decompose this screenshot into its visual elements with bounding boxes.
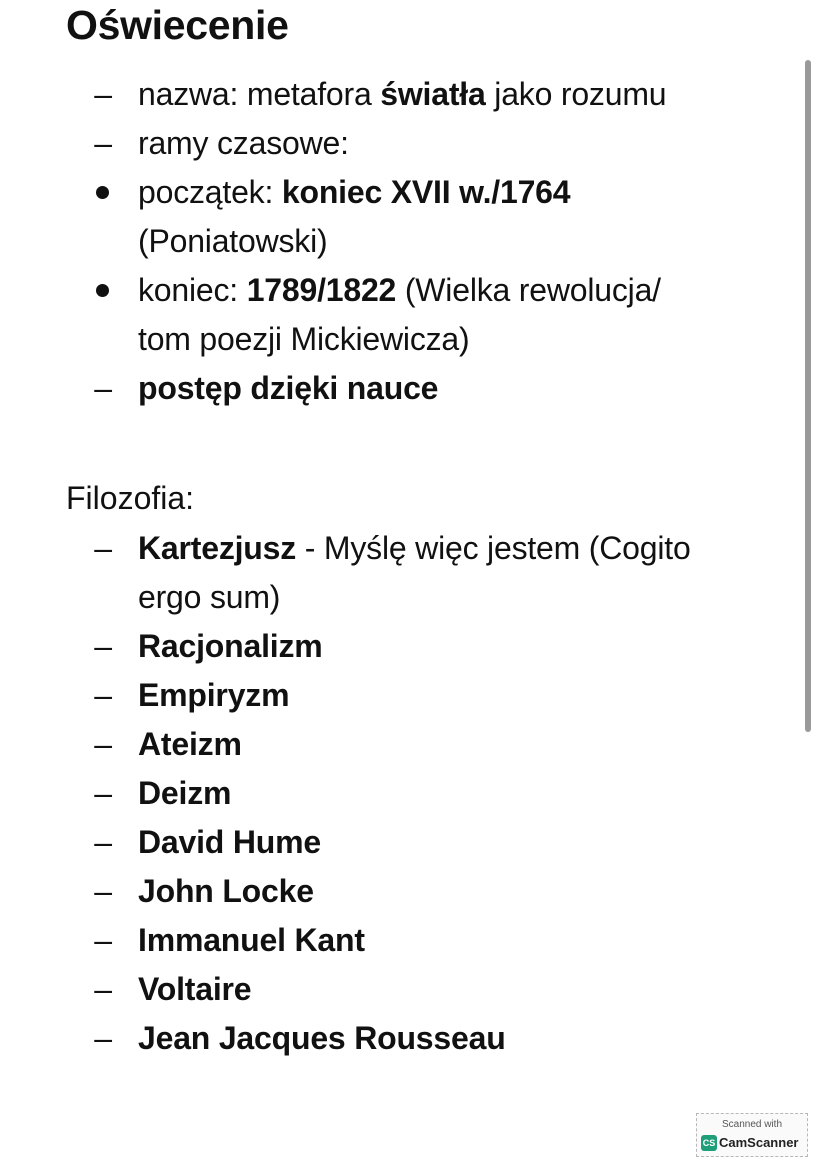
list-text: tom poezji Mickiewicza) — [138, 321, 470, 357]
watermark-caption: Scanned with — [721, 1119, 783, 1130]
philosophy-list-item — [0, 867, 790, 916]
bold-text: Racjonalizm — [138, 628, 323, 664]
watermark-brand-name: CamScanner — [719, 1135, 799, 1150]
list-dash-marker: – — [94, 125, 112, 161]
bold-text: światła — [380, 76, 486, 112]
philosophy-list-item — [0, 671, 790, 720]
philosophy-list-item — [0, 916, 790, 965]
bold-text: Voltaire — [138, 971, 252, 1007]
bold-text: koniec XVII w./1764 — [281, 174, 571, 210]
intro-list-item — [0, 168, 790, 217]
list-dash-marker: – — [94, 677, 112, 713]
philosophy-list — [0, 524, 790, 1063]
list-text: koniec: — [138, 272, 247, 308]
intro-list — [0, 70, 790, 413]
intro-list-item — [0, 119, 790, 168]
list-dash-marker: – — [94, 530, 112, 566]
list-dash-marker: – — [94, 628, 112, 664]
list-dash-marker: – — [94, 775, 112, 811]
bold-text: Deizm — [138, 775, 232, 811]
philosophy-list-item — [0, 818, 790, 867]
list-dash-marker: – — [94, 370, 112, 406]
intro-list-item — [0, 266, 790, 315]
bold-text: Ateizm — [138, 726, 242, 762]
bold-text: 1789/1822 — [246, 272, 397, 308]
philosophy-list-item — [0, 622, 790, 671]
bold-text: Immanuel Kant — [138, 922, 365, 958]
philosophy-list-item — [0, 769, 790, 818]
philosophy-list-item — [0, 720, 790, 769]
list-text: początek: — [138, 174, 282, 210]
intro-list-item — [0, 315, 790, 364]
list-text: - Myślę więc jestem (Cogito — [296, 530, 691, 566]
philosophy-heading: Filozofia: — [66, 480, 195, 516]
list-dash-marker: – — [94, 971, 112, 1007]
list-dash-marker: – — [94, 726, 112, 762]
page-title: Oświecenie — [66, 2, 289, 48]
list-dash-marker: – — [94, 76, 112, 112]
list-dash-marker: – — [94, 873, 112, 909]
philosophy-list-item — [0, 573, 790, 622]
list-dash-marker: – — [94, 824, 112, 860]
list-text: (Wielka rewolucja/ — [396, 272, 661, 308]
list-dash-marker: – — [94, 1020, 112, 1056]
bold-text: Jean Jacques Rousseau — [138, 1020, 506, 1056]
bold-text: postęp dzięki nauce — [138, 370, 439, 406]
intro-list-item — [0, 364, 790, 413]
philosophy-list-item — [0, 524, 790, 573]
vertical-scrollbar[interactable] — [805, 60, 811, 732]
camscanner-watermark — [696, 1113, 808, 1157]
list-text: ergo sum) — [138, 579, 281, 615]
camscanner-logo-icon: CS — [701, 1135, 717, 1151]
list-text: (Poniatowski) — [138, 223, 328, 259]
bold-text: John Locke — [138, 873, 314, 909]
intro-list-item — [0, 217, 790, 266]
list-dash-marker: – — [94, 922, 112, 958]
philosophy-list-item — [0, 965, 790, 1014]
philosophy-list-item — [0, 1014, 790, 1063]
bold-text: Kartezjusz — [138, 530, 297, 566]
bold-text: David Hume — [138, 824, 321, 860]
list-text: nazwa: metafora — [138, 76, 381, 112]
list-text: jako rozumu — [485, 76, 667, 112]
list-text: ramy czasowe: — [138, 125, 349, 161]
bold-text: Empiryzm — [138, 677, 290, 713]
intro-list-item — [0, 70, 790, 119]
